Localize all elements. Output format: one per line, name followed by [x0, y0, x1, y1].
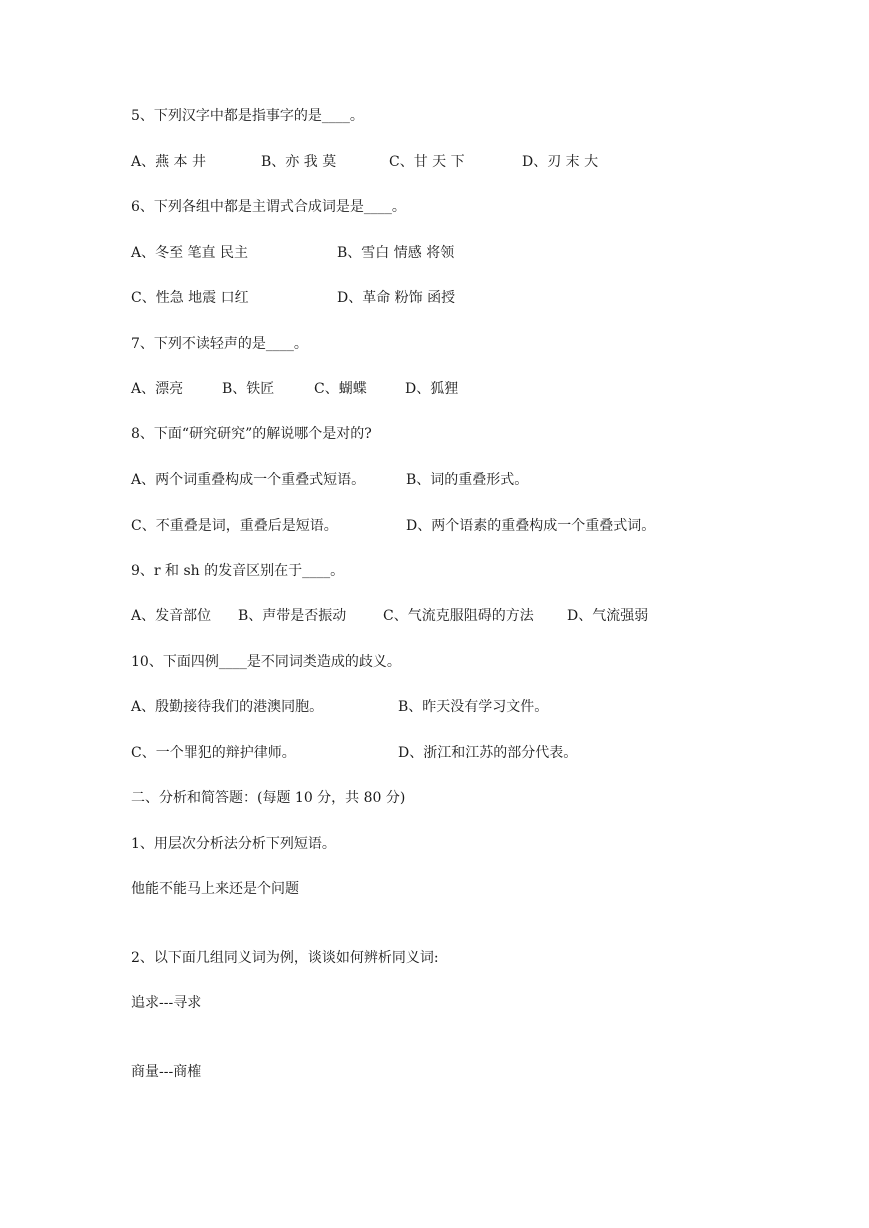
question-9-option-d: D、气流强弱 [567, 608, 649, 624]
question-10-option-d: D、浙江和江苏的部分代表。 [398, 745, 578, 761]
section-2-heading: 二、分析和简答题：(每题 10 分，共 80 分) [131, 790, 406, 806]
question-6-option-c: C、性急 地震 口红 [131, 290, 249, 306]
question-8-option-d: D、两个语素的重叠构成一个重叠式词。 [406, 518, 656, 534]
question-8-option-a: A、两个词重叠构成一个重叠式短语。 [131, 472, 366, 488]
question-7-option-d: D、狐狸 [405, 381, 459, 397]
question-7-option-b: B、铁匠 [222, 381, 275, 397]
question-5-stem: 5、下列汉字中都是指事字的是____。 [131, 108, 364, 124]
question-8-stem: 8、下面“研究研究”的解说哪个是对的? [131, 426, 372, 442]
section-2-question-1-phrase: 他能不能马上来还是个问题 [131, 881, 299, 897]
question-6-stem: 6、下列各组中都是主谓式合成词是是____。 [131, 199, 406, 215]
question-10-option-c: C、一个罪犯的辩护律师。 [131, 745, 296, 761]
question-10-option-b: B、昨天没有学习文件。 [398, 699, 549, 715]
question-5-option-a: A、燕 本 井 [131, 154, 207, 170]
question-10-option-a: A、殷勤接待我们的港澳同胞。 [131, 699, 324, 715]
question-5-option-b: B、亦 我 莫 [261, 154, 337, 170]
section-2-question-1-stem: 1、用层次分析法分析下列短语。 [131, 836, 336, 852]
question-7-stem: 7、下列不读轻声的是____。 [131, 336, 308, 352]
question-6-option-d: D、革命 粉饰 函授 [337, 290, 456, 306]
section-2-question-2-pair-1: 追求---寻求 [131, 995, 202, 1011]
question-9-stem: 9、r 和 sh 的发音区别在于____。 [131, 563, 345, 579]
question-5-option-c: C、甘 天 下 [389, 154, 465, 170]
section-2-question-2-stem: 2、以下面几组同义词为例，谈谈如何辨析同义词: [131, 950, 439, 966]
question-8-option-b: B、词的重叠形式。 [406, 472, 529, 488]
question-5-option-d: D、刃 末 大 [522, 154, 599, 170]
question-7-option-c: C、蝴蝶 [314, 381, 367, 397]
question-10-stem: 10、下面四例____是不同词类造成的歧义。 [131, 654, 401, 670]
question-7-option-a: A、漂亮 [131, 381, 184, 397]
question-6-option-a: A、冬至 笔直 民主 [131, 245, 249, 261]
question-8-option-c: C、不重叠是词，重叠后是短语。 [131, 518, 338, 534]
question-9-option-a: A、发音部位 [131, 608, 212, 624]
question-6-option-b: B、雪白 情感 将领 [337, 245, 455, 261]
question-9-option-b: B、声带是否振动 [238, 608, 347, 624]
question-9-option-c: C、气流克服阻碍的方法 [383, 608, 534, 624]
section-2-question-2-pair-2: 商量---商榷 [131, 1064, 202, 1080]
